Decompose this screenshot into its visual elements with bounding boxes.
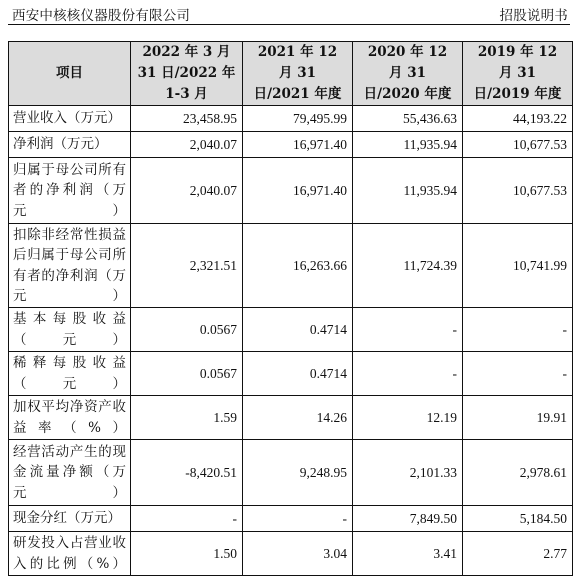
table-row — [9, 308, 573, 352]
cell-value: 16,971.40 — [243, 158, 353, 224]
cell-value: 0.0567 — [131, 352, 243, 396]
cell-value: 2,978.61 — [463, 440, 573, 506]
column-header-2020 — [353, 42, 463, 106]
cell-value: - — [243, 506, 353, 532]
table-row — [9, 352, 573, 396]
cell-value: 16,971.40 — [243, 132, 353, 158]
cell-value: 11,724.39 — [353, 224, 463, 308]
table-row — [9, 106, 573, 132]
row-label: 经营活动产生的现金流量净额（万元） — [9, 440, 131, 506]
table-header-row — [9, 42, 573, 106]
column-header-2022q1 — [131, 42, 243, 106]
row-label: 稀释每股收益（元） — [9, 352, 131, 396]
cell-value: -8,420.51 — [131, 440, 243, 506]
table-row — [9, 396, 573, 440]
cell-value: 2,040.07 — [131, 158, 243, 224]
column-header-item: 项目 — [9, 42, 131, 106]
cell-value: 10,677.53 — [463, 158, 573, 224]
column-header-2022q1-text: 2022 年 3 月 31 日/2022 年 1-3 月 — [137, 44, 236, 102]
company-name: 西安中核核仪器股份有限公司 — [12, 8, 191, 24]
cell-value: 3.04 — [243, 532, 353, 576]
column-header-2019 — [463, 42, 573, 106]
row-label: 净利润（万元） — [9, 132, 131, 158]
page-header — [12, 4, 568, 24]
cell-value: 10,741.99 — [463, 224, 573, 308]
cell-value: 2,101.33 — [353, 440, 463, 506]
cell-value: 14.26 — [243, 396, 353, 440]
table-row — [9, 132, 573, 158]
cell-value: 1.50 — [131, 532, 243, 576]
document-type: 招股说明书 — [499, 8, 568, 24]
financial-indicators-table — [8, 41, 573, 576]
cell-value: 44,193.22 — [463, 106, 573, 132]
row-label: 扣除非经常性损益后归属于母公司所有者的净利润（万元） — [9, 224, 131, 308]
column-header-2021 — [243, 42, 353, 106]
cell-value: 0.4714 — [243, 308, 353, 352]
cell-value: 0.4714 — [243, 352, 353, 396]
cell-value: 7,849.50 — [353, 506, 463, 532]
row-label: 基本每股收益（元） — [9, 308, 131, 352]
cell-value: - — [463, 308, 573, 352]
cell-value: 2,040.07 — [131, 132, 243, 158]
row-label: 现金分红（万元） — [9, 506, 131, 532]
cell-value: - — [131, 506, 243, 532]
cell-value: 16,263.66 — [243, 224, 353, 308]
cell-value: 11,935.94 — [353, 158, 463, 224]
row-label: 营业收入（万元） — [9, 106, 131, 132]
table-row — [9, 224, 573, 308]
cell-value: - — [463, 352, 573, 396]
row-label: 归属于母公司所有者的净利润（万元） — [9, 158, 131, 224]
cell-value: 11,935.94 — [353, 132, 463, 158]
row-label: 研发投入占营业收入的比例（%） — [9, 532, 131, 576]
cell-value: 0.0567 — [131, 308, 243, 352]
cell-value: 1.59 — [131, 396, 243, 440]
cell-value: - — [353, 308, 463, 352]
cell-value: 79,495.99 — [243, 106, 353, 132]
cell-value: 2,321.51 — [131, 224, 243, 308]
column-header-2021-text: 2021 年 12 月 31 日/2021 年度 — [253, 44, 342, 102]
cell-value: - — [353, 352, 463, 396]
cell-value: 2.77 — [463, 532, 573, 576]
column-header-2019-text: 2019 年 12 月 31 日/2019 年度 — [473, 44, 562, 102]
cell-value: 23,458.95 — [131, 106, 243, 132]
column-header-2020-text: 2020 年 12 月 31 日/2020 年度 — [363, 44, 452, 102]
row-label: 加权平均净资产收益率（%） — [9, 396, 131, 440]
cell-value: 9,248.95 — [243, 440, 353, 506]
table-row — [9, 158, 573, 224]
cell-value: 12.19 — [353, 396, 463, 440]
cell-value: 3.41 — [353, 532, 463, 576]
cell-value: 19.91 — [463, 396, 573, 440]
table-row — [9, 440, 573, 506]
cell-value: 10,677.53 — [463, 132, 573, 158]
header-divider — [8, 24, 570, 25]
cell-value: 5,184.50 — [463, 506, 573, 532]
cell-value: 55,436.63 — [353, 106, 463, 132]
table-row — [9, 532, 573, 576]
table-row — [9, 506, 573, 532]
